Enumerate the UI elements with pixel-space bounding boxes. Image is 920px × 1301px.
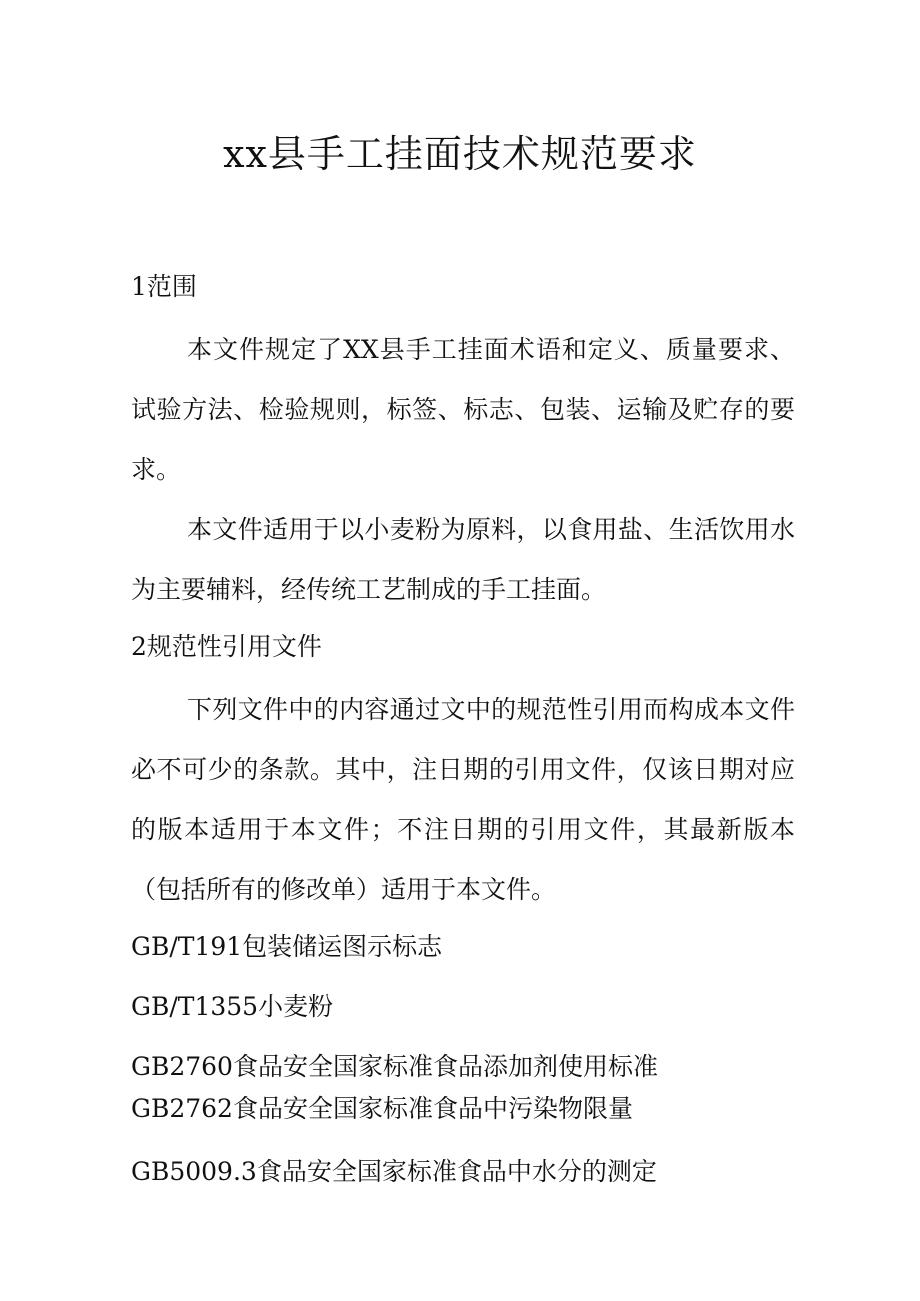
reference-item: GB/T1355小麦粉 xyxy=(131,992,334,1021)
section-heading-normative-references: 2规范性引用文件 xyxy=(131,632,322,661)
reference-item: GB/T191包装储运图示标志 xyxy=(131,932,443,961)
scope-paragraph-2: 本文件适用于以小麦粉为原料，以食用盐、生活饮用水为主要辅料，经传统工艺制成的手工挂面。 xyxy=(131,515,795,604)
document-title: xx县手工挂面技术规范要求 xyxy=(223,132,697,176)
reference-item: GB2760食品安全国家标准食品添加剂使用标准 xyxy=(131,1052,658,1081)
scope-paragraph-1: 本文件规定了XX县手工挂面术语和定义、质量要求、试验方法、检验规则，标签、标志、包装、运输及贮存的要求。 xyxy=(131,335,795,484)
normative-references-paragraph: 下列文件中的内容通过文中的规范性引用而构成本文件必不可少的条款。其中，注日期的引用文件，仅该日期对应的版本适用于本文件；不注日期的引用文件，其最新版本（包括所有的修改单）适用于本文件。 xyxy=(131,695,795,904)
reference-item: GB5009.3食品安全国家标准食品中水分的测定 xyxy=(131,1157,657,1186)
section-heading-scope: 1范围 xyxy=(131,272,197,301)
reference-item: GB2762食品安全国家标准食品中污染物限量 xyxy=(131,1094,633,1123)
